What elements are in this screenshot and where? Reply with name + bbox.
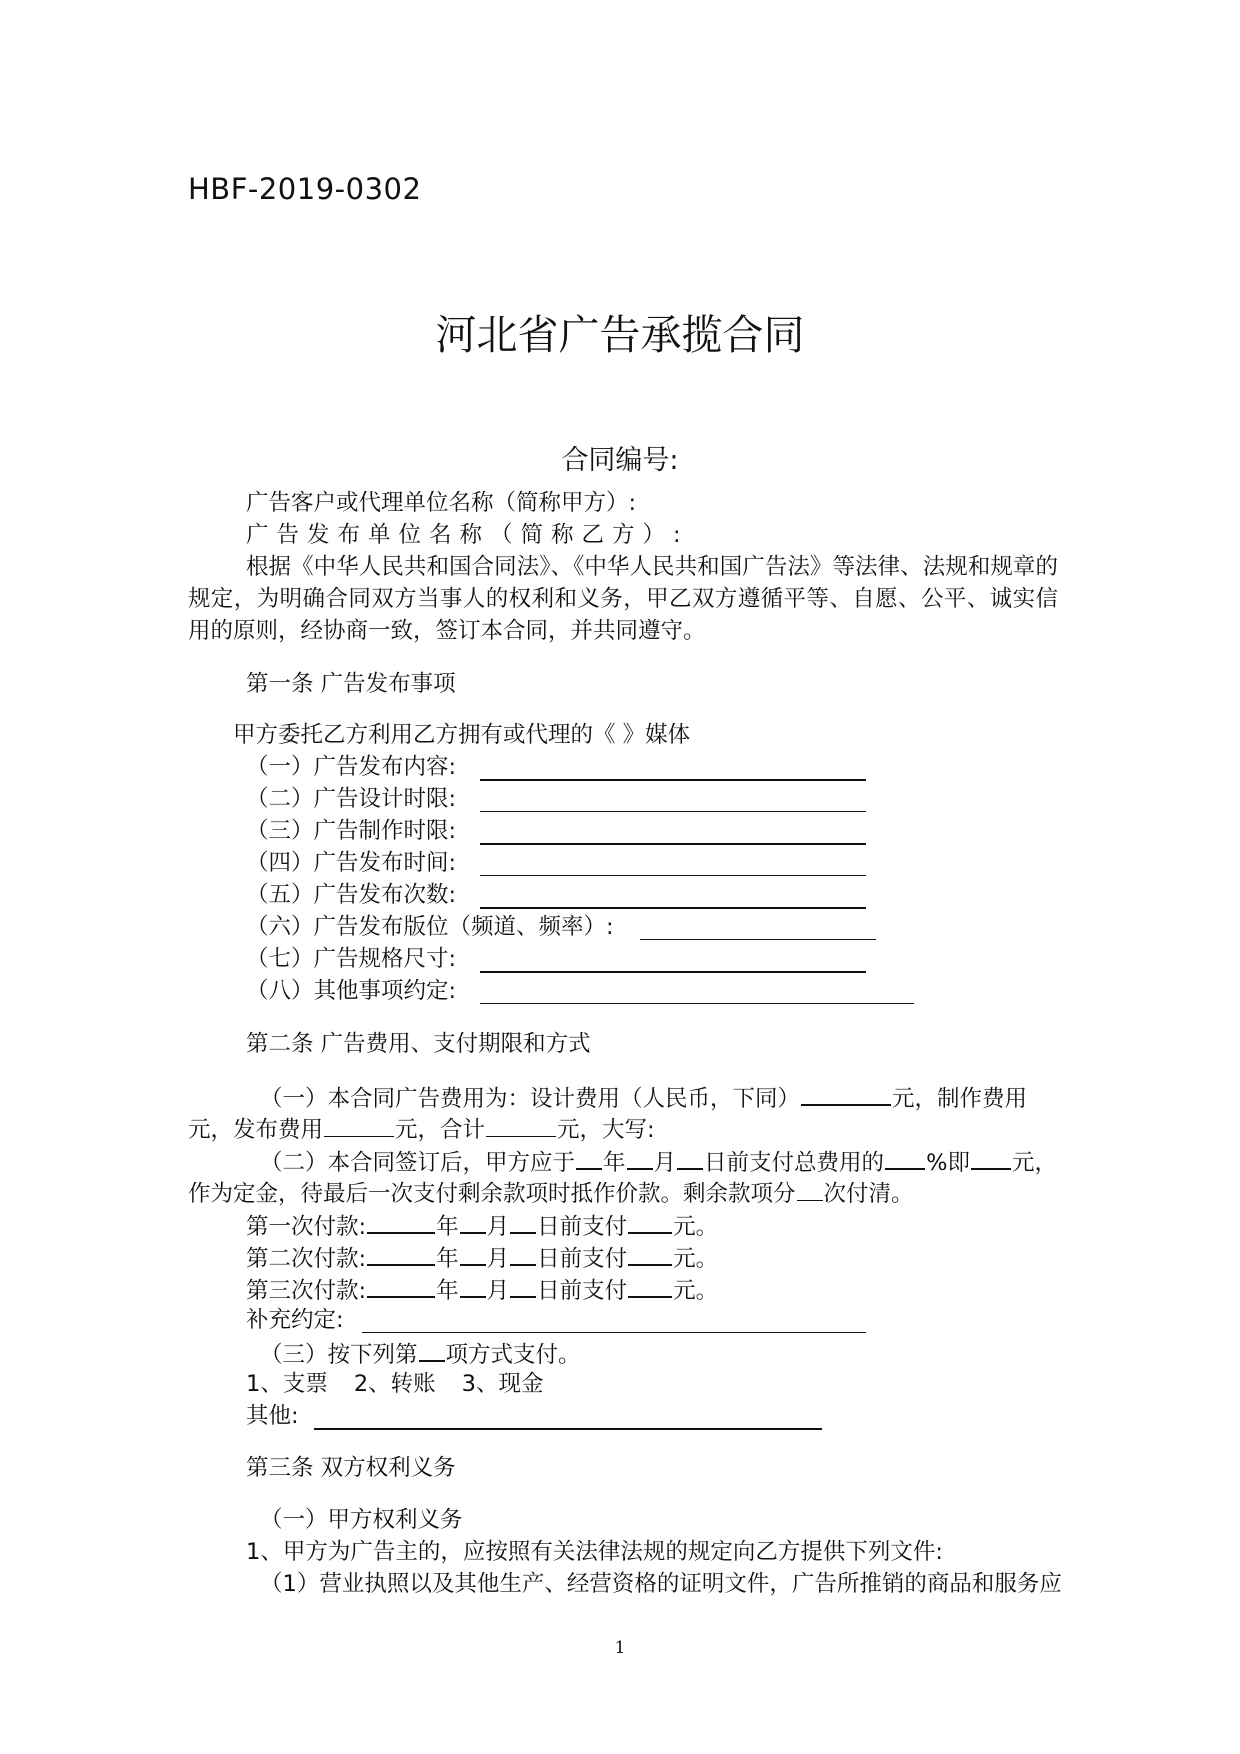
article1-intro: 甲方委托乙方利用乙方拥有或代理的《 》媒体 xyxy=(233,722,691,748)
fee-line-1: （一）本合同广告费用为：设计费用（人民币，下同） 元，制作费用 xyxy=(260,1080,1027,1115)
party-a-label: 广告客户或代理单位名称（简称甲方）: xyxy=(246,490,637,516)
payment-2: 第二次付款: 年 月 日前支付 元。 xyxy=(246,1240,718,1275)
ad-content-blank[interactable] xyxy=(480,779,866,781)
ad-size-blank[interactable] xyxy=(480,971,866,973)
party-a-duty-1: 1、甲方为广告主的，应按照有关法律法规的规定向乙方提供下列文件: xyxy=(246,1539,943,1565)
page-number: 1 xyxy=(614,1638,626,1658)
article2-heading: 第二条 广告费用、支付期限和方式 xyxy=(246,1031,591,1057)
party-a-rights-heading: （一）甲方权利义务 xyxy=(260,1507,463,1533)
party-a-duty-1-1: （1）营业执照以及其他生产、经营资格的证明文件，广告所推销的商品和服务应 xyxy=(260,1571,1062,1597)
supplement-blank[interactable] xyxy=(362,1332,866,1333)
contract-number-label: 合同编号: xyxy=(561,445,679,476)
contract-title: 河北省广告承揽合同 xyxy=(435,311,805,359)
design-deadline-blank[interactable] xyxy=(480,811,866,812)
publish-time-blank[interactable] xyxy=(480,875,866,876)
other-method-blank[interactable] xyxy=(314,1428,822,1430)
publish-time-label: （四）广告发布时间: xyxy=(246,850,457,876)
document-code: HBF-2019-0302 xyxy=(188,172,422,206)
preamble-paragraph: 根据《中华人民共和国合同法》、《中华人民共和国广告法》等法律、法规和规章的规定，为明确合同双方当事人的权利和义务，甲乙双方遵循平等、自愿、公平、诚实信用的原则，经协商一致，签订本合同，并共同遵守。 xyxy=(188,554,1058,644)
other-method-label: 其他: xyxy=(246,1403,299,1429)
payment-methods: 1、支票 2、转账 3、现金 xyxy=(246,1371,544,1397)
publish-slot-blank[interactable] xyxy=(640,939,876,940)
other-terms-label: （八）其他事项约定: xyxy=(246,978,457,1004)
fee-line-2: 元，发布费用 元，合计 元，大写: xyxy=(188,1112,655,1146)
article3-heading: 第三条 双方权利义务 xyxy=(246,1455,456,1481)
production-deadline-label: （三）广告制作时限: xyxy=(246,818,457,844)
ad-size-label: （七）广告规格尺寸: xyxy=(246,946,457,972)
payment-1: 第一次付款: 年 月 日前支付 元。 xyxy=(246,1208,718,1243)
party-b-label: 广告发布单位名称（简称乙方）: xyxy=(246,522,689,548)
publish-count-blank[interactable] xyxy=(480,907,866,909)
publish-slot-label: （六）广告发布版位（频道、频率）: xyxy=(246,914,614,940)
production-deadline-blank[interactable] xyxy=(480,843,866,845)
ad-content-label: （一）广告发布内容: xyxy=(246,754,457,780)
deposit-line-1: （二）本合同签订后，甲方应于 年 月 日前支付总费用的 %即 元， xyxy=(260,1144,1057,1179)
payment-3: 第三次付款: 年 月 日前支付 元。 xyxy=(246,1272,718,1307)
other-terms-blank[interactable] xyxy=(480,1003,914,1004)
publish-count-label: （五）广告发布次数: xyxy=(246,882,457,908)
article1-heading: 第一条 广告发布事项 xyxy=(246,671,456,697)
payment-method-line: （三）按下列第 项方式支付。 xyxy=(260,1336,581,1371)
supplement-label: 补充约定: xyxy=(246,1307,344,1333)
deposit-line-2: 作为定金，待最后一次支付剩余款项时抵作价款。剩余款项分 次付清。 xyxy=(188,1176,914,1210)
design-deadline-label: （二）广告设计时限: xyxy=(246,786,457,812)
